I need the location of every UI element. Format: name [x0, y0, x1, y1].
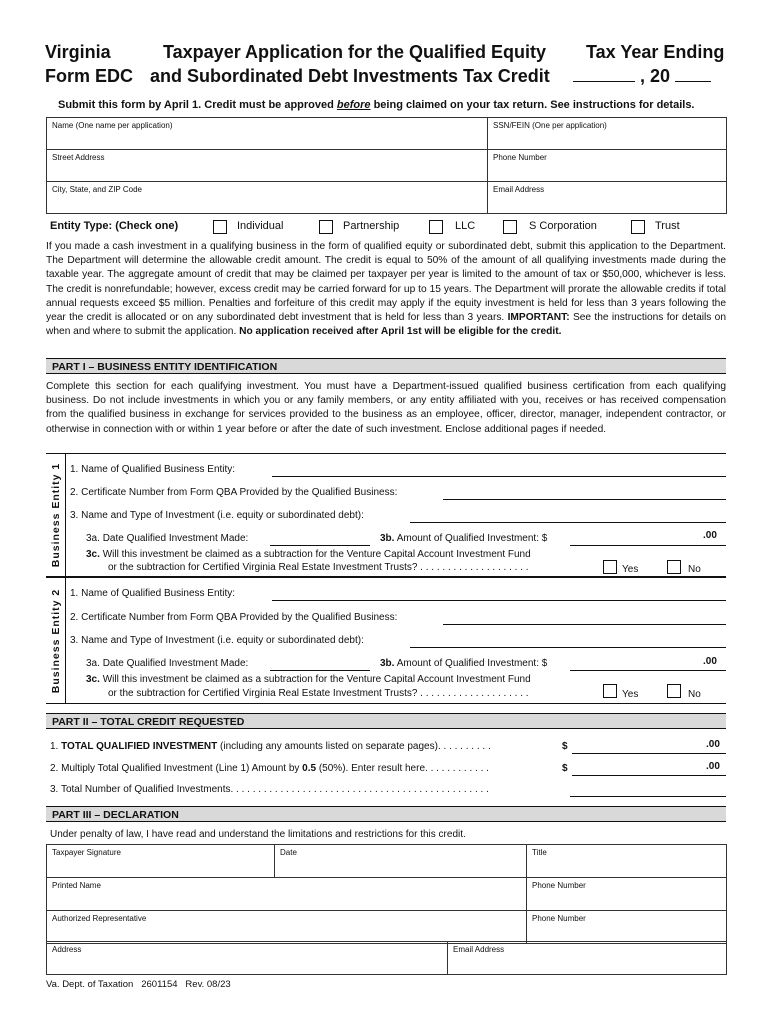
e1-line3-num: 3. — [70, 510, 79, 521]
declaration-table — [46, 844, 727, 944]
tax-year — [573, 40, 724, 88]
e1-line3c-text-2: or the subtraction for Certified Virginia Real Estate Investment Trusts? . . . . . . . . . . . . . . . . . . . . — [108, 562, 529, 573]
authorized-rep-field[interactable] — [47, 911, 527, 944]
p2-line1-dollar: $ — [562, 741, 568, 752]
taxpayer-signature-field[interactable] — [47, 845, 275, 878]
p2-line1-rest: (including any amounts listed on separate pages). . . . . . . . . . — [217, 741, 491, 752]
e2-line2-num: 2. — [70, 612, 79, 623]
email-label: Email Address — [493, 185, 545, 194]
form-title — [150, 40, 550, 88]
e1-investment-amount-input[interactable] — [570, 545, 726, 546]
e1-line3a-label: Date Qualified Investment Made: — [102, 533, 249, 544]
taxpayer-info-table — [46, 117, 727, 214]
llc-checkbox[interactable] — [429, 220, 443, 234]
e1-amount-cents: .00 — [703, 530, 717, 541]
total-qualified-investment-input[interactable] — [572, 753, 726, 754]
p2-line3-num: 3. — [50, 784, 59, 795]
e2-line3a-num: 3a. — [86, 658, 100, 669]
city-field[interactable] — [47, 182, 488, 214]
p2-line2-bold: 0.5 — [302, 763, 317, 774]
e2-line3b-label: Amount of Qualified Investment: $ — [396, 658, 548, 669]
name-label: Name (One name per application) — [52, 121, 173, 130]
trust-label: Trust — [655, 220, 680, 232]
e2-investment-type-input[interactable] — [410, 647, 726, 648]
e1-business-name-input[interactable] — [272, 476, 726, 477]
part3-heading: PART III – DECLARATION — [46, 806, 726, 822]
city-label: City, State, and ZIP Code — [52, 185, 142, 194]
date-label: Date — [280, 848, 297, 857]
p2-line1-bold: TOTAL QUALIFIED INVESTMENT — [61, 741, 218, 752]
notice-pre: Submit this form by April 1. Credit must be approved — [58, 99, 337, 111]
e1-line1-num: 1. — [70, 464, 79, 475]
e2-line3c-text-2: or the subtraction for Certified Virginia Real Estate Investment Trusts? . . . . . . . . . . . . . . . . . . . . — [108, 688, 529, 699]
entity-1-side-label — [46, 453, 66, 577]
e2-certificate-number-input[interactable] — [443, 624, 726, 625]
e2-no-label: No — [688, 689, 701, 700]
e2-investment-amount-input[interactable] — [570, 670, 726, 671]
p2-line1-num: 1. — [50, 741, 59, 752]
name-field[interactable] — [47, 118, 488, 150]
street-field[interactable] — [47, 150, 488, 182]
e2-line1-label: Name of Qualified Business Entity: — [81, 588, 236, 599]
entity-type-label: Entity Type: (Check one) — [50, 220, 179, 232]
s-corporation-label: S Corporation — [529, 220, 597, 232]
e2-business-name-input[interactable] — [272, 600, 726, 601]
phone-number-1-label: Phone Number — [532, 881, 586, 890]
e2-line2-label: Certificate Number from Form QBA Provided by the Qualified Business: — [81, 612, 398, 623]
trust-checkbox[interactable] — [631, 220, 645, 234]
entity-type-row — [47, 218, 727, 236]
state-label: Virginia — [45, 42, 111, 62]
declaration-email-label: Email Address — [453, 945, 505, 954]
e2-line1-num: 1. — [70, 588, 79, 599]
address-field[interactable] — [47, 942, 448, 975]
intro-paragraph — [46, 240, 726, 339]
taxpayer-signature-label: Taxpayer Signature — [52, 848, 121, 857]
submit-notice — [58, 99, 695, 111]
e1-line2-num: 2. — [70, 487, 79, 498]
notice-emphasis: before — [336, 99, 371, 111]
e2-yes-checkbox[interactable] — [603, 684, 617, 698]
s-corporation-checkbox[interactable] — [503, 220, 517, 234]
e2-line3-label: Name and Type of Investment (i.e. equity or subordinated debt): — [81, 635, 364, 646]
important-text: See the instructions for details on when and where to submit the application. — [46, 312, 726, 338]
ssn-field[interactable] — [488, 118, 727, 150]
title-line-1: Taxpayer Application for the Qualified Equity — [163, 42, 547, 62]
title-line-2: and Subordinated Debt Investments Tax Credit — [150, 66, 550, 86]
phone-label: Phone Number — [493, 153, 547, 162]
printed-name-field[interactable] — [47, 878, 527, 911]
e1-no-label: No — [688, 564, 701, 575]
e2-line3c-text-1: Will this investment be claimed as a subtraction for the Venture Capital Account Investment Fund — [102, 674, 531, 685]
e1-line3c-text-1: Will this investment be claimed as a subtraction for the Venture Capital Account Investment Fund — [102, 549, 531, 560]
part2-heading: PART II – TOTAL CREDIT REQUESTED — [46, 713, 726, 729]
individual-label: Individual — [237, 220, 284, 232]
phone-field[interactable] — [488, 150, 727, 182]
e2-line3a-label: Date Qualified Investment Made: — [102, 658, 249, 669]
p2-line3-label: Total Number of Qualified Investments. . . . . . . . . . . . . . . . . . . . . . . . . . . . . . . . . . . . . . . . . . . . . . . — [60, 784, 489, 795]
intro-text: If you made a cash investment in a qualifying business in the form of qualified equity or subordinated debt, submit this application to the Department. The Department will determine the allowable credit amount. The credit is equal to 50% of the amount of all qualifying investments made during the taxable year. The aggregate amount of credit that may be claimed per taxpayer per year is limited to the amount of tax or $50,000, whichever is less. The credit is nonrefundable; however, excess credit may be carried forward for up to 15 years. The Department will prorate the allowable credits if total annual requests exceed $5 million. Penalties and forfeiture of this credit may apply if the equity investment is held for less than 3 years following the year the credit is allocated or on any subordinated debt investment that is held for less than 3 years. — [46, 241, 726, 324]
entity-1-label: Business Entity 1 — [49, 462, 62, 568]
e2-amount-cents: .00 — [703, 656, 717, 667]
p2-line1-cents: .00 — [706, 739, 720, 750]
e1-line3-label: Name and Type of Investment (i.e. equity or subordinated debt): — [81, 510, 364, 521]
p2-line2-pre: Multiply Total Qualified Investment (Line 1) Amount by — [61, 763, 303, 774]
phone-number-1-field[interactable] — [527, 878, 727, 911]
street-label: Street Address — [52, 153, 105, 162]
authorized-rep-label: Authorized Representative — [52, 914, 147, 923]
date-field[interactable] — [275, 845, 527, 878]
p2-line2-num: 2. — [50, 763, 59, 774]
e1-certificate-number-input[interactable] — [443, 499, 726, 500]
e1-line2-label: Certificate Number from Form QBA Provided by the Qualified Business: — [81, 487, 398, 498]
tax-year-input[interactable] — [675, 67, 711, 82]
p2-line2-dollar: $ — [562, 763, 568, 774]
e1-investment-type-input[interactable] — [410, 522, 726, 523]
e1-line3a-num: 3a. — [86, 533, 100, 544]
e2-line3-num: 3. — [70, 635, 79, 646]
printed-name-label: Printed Name — [52, 881, 101, 890]
partnership-label: Partnership — [343, 220, 400, 232]
entity-2-label: Business Entity 2 — [49, 588, 62, 693]
e2-investment-date-input[interactable] — [270, 670, 370, 671]
declaration-statement: Under penalty of law, I have read and understand the limitations and restrictions for this credit. — [50, 829, 466, 840]
form-id — [45, 40, 133, 88]
deadline-warning: No application received after April 1st will be eligible for the credit. — [239, 326, 562, 338]
important-label: IMPORTANT: — [507, 312, 570, 324]
form-footer: Va. Dept. of Taxation 2601154 Rev. 08/23 — [46, 979, 231, 990]
e1-no-checkbox[interactable] — [667, 560, 681, 574]
e1-line3c-num: 3c. — [86, 549, 100, 560]
tax-year-month-input[interactable] — [573, 67, 635, 82]
title-label: Title — [532, 848, 547, 857]
partnership-checkbox[interactable] — [319, 220, 333, 234]
e2-no-checkbox[interactable] — [667, 684, 681, 698]
e1-line1-label: Name of Qualified Business Entity: — [81, 464, 236, 475]
p2-line2-cents: .00 — [706, 761, 720, 772]
part1-paragraph: Complete this section for each qualifying investment. You must have a Department-issued qualified business certification from each qualifying business. Do not include investments in which you or any family members, or any entity affiliated with you, receives or has received compensation from the qualified business in exchange for services provided to the business as an employee, officer, director, manager, independent contractor, or otherwise in connection with or within 1 year before or after the date of such investment. Enclose additional pages if needed. — [46, 381, 726, 435]
e1-yes-label: Yes — [622, 564, 639, 575]
address-table — [46, 941, 727, 975]
e1-investment-date-input[interactable] — [270, 545, 370, 546]
part1-heading: PART I – BUSINESS ENTITY IDENTIFICATION — [46, 358, 726, 374]
e1-line3b-label: Amount of Qualified Investment: $ — [396, 533, 548, 544]
email-field[interactable] — [488, 182, 727, 214]
number-of-investments-input[interactable] — [570, 796, 726, 797]
e2-line3b-num: 3b. — [380, 658, 395, 669]
ssn-label: SSN/FEIN (One per application) — [493, 121, 607, 130]
entity-2-side-label — [46, 577, 66, 704]
e2-line3c-num: 3c. — [86, 674, 100, 685]
llc-label: LLC — [455, 220, 476, 232]
individual-checkbox[interactable] — [213, 220, 227, 234]
form-name: Form EDC — [45, 66, 134, 86]
phone-number-2-label: Phone Number — [532, 914, 586, 923]
credit-amount-input[interactable] — [572, 775, 726, 776]
tax-year-label: Tax Year Ending — [586, 42, 725, 62]
title-field[interactable] — [527, 845, 727, 878]
notice-post: being claimed on your tax return. See instructions for details. — [370, 99, 695, 111]
p2-line2-post: (50%). Enter result here. . . . . . . . . . . . — [316, 763, 489, 774]
phone-number-2-field[interactable] — [527, 911, 727, 944]
e2-yes-label: Yes — [622, 689, 639, 700]
year-prefix: , 20 — [640, 66, 671, 86]
address-label: Address — [52, 945, 82, 954]
declaration-email-field[interactable] — [448, 942, 727, 975]
e1-line3b-num: 3b. — [380, 533, 395, 544]
e1-yes-checkbox[interactable] — [603, 560, 617, 574]
